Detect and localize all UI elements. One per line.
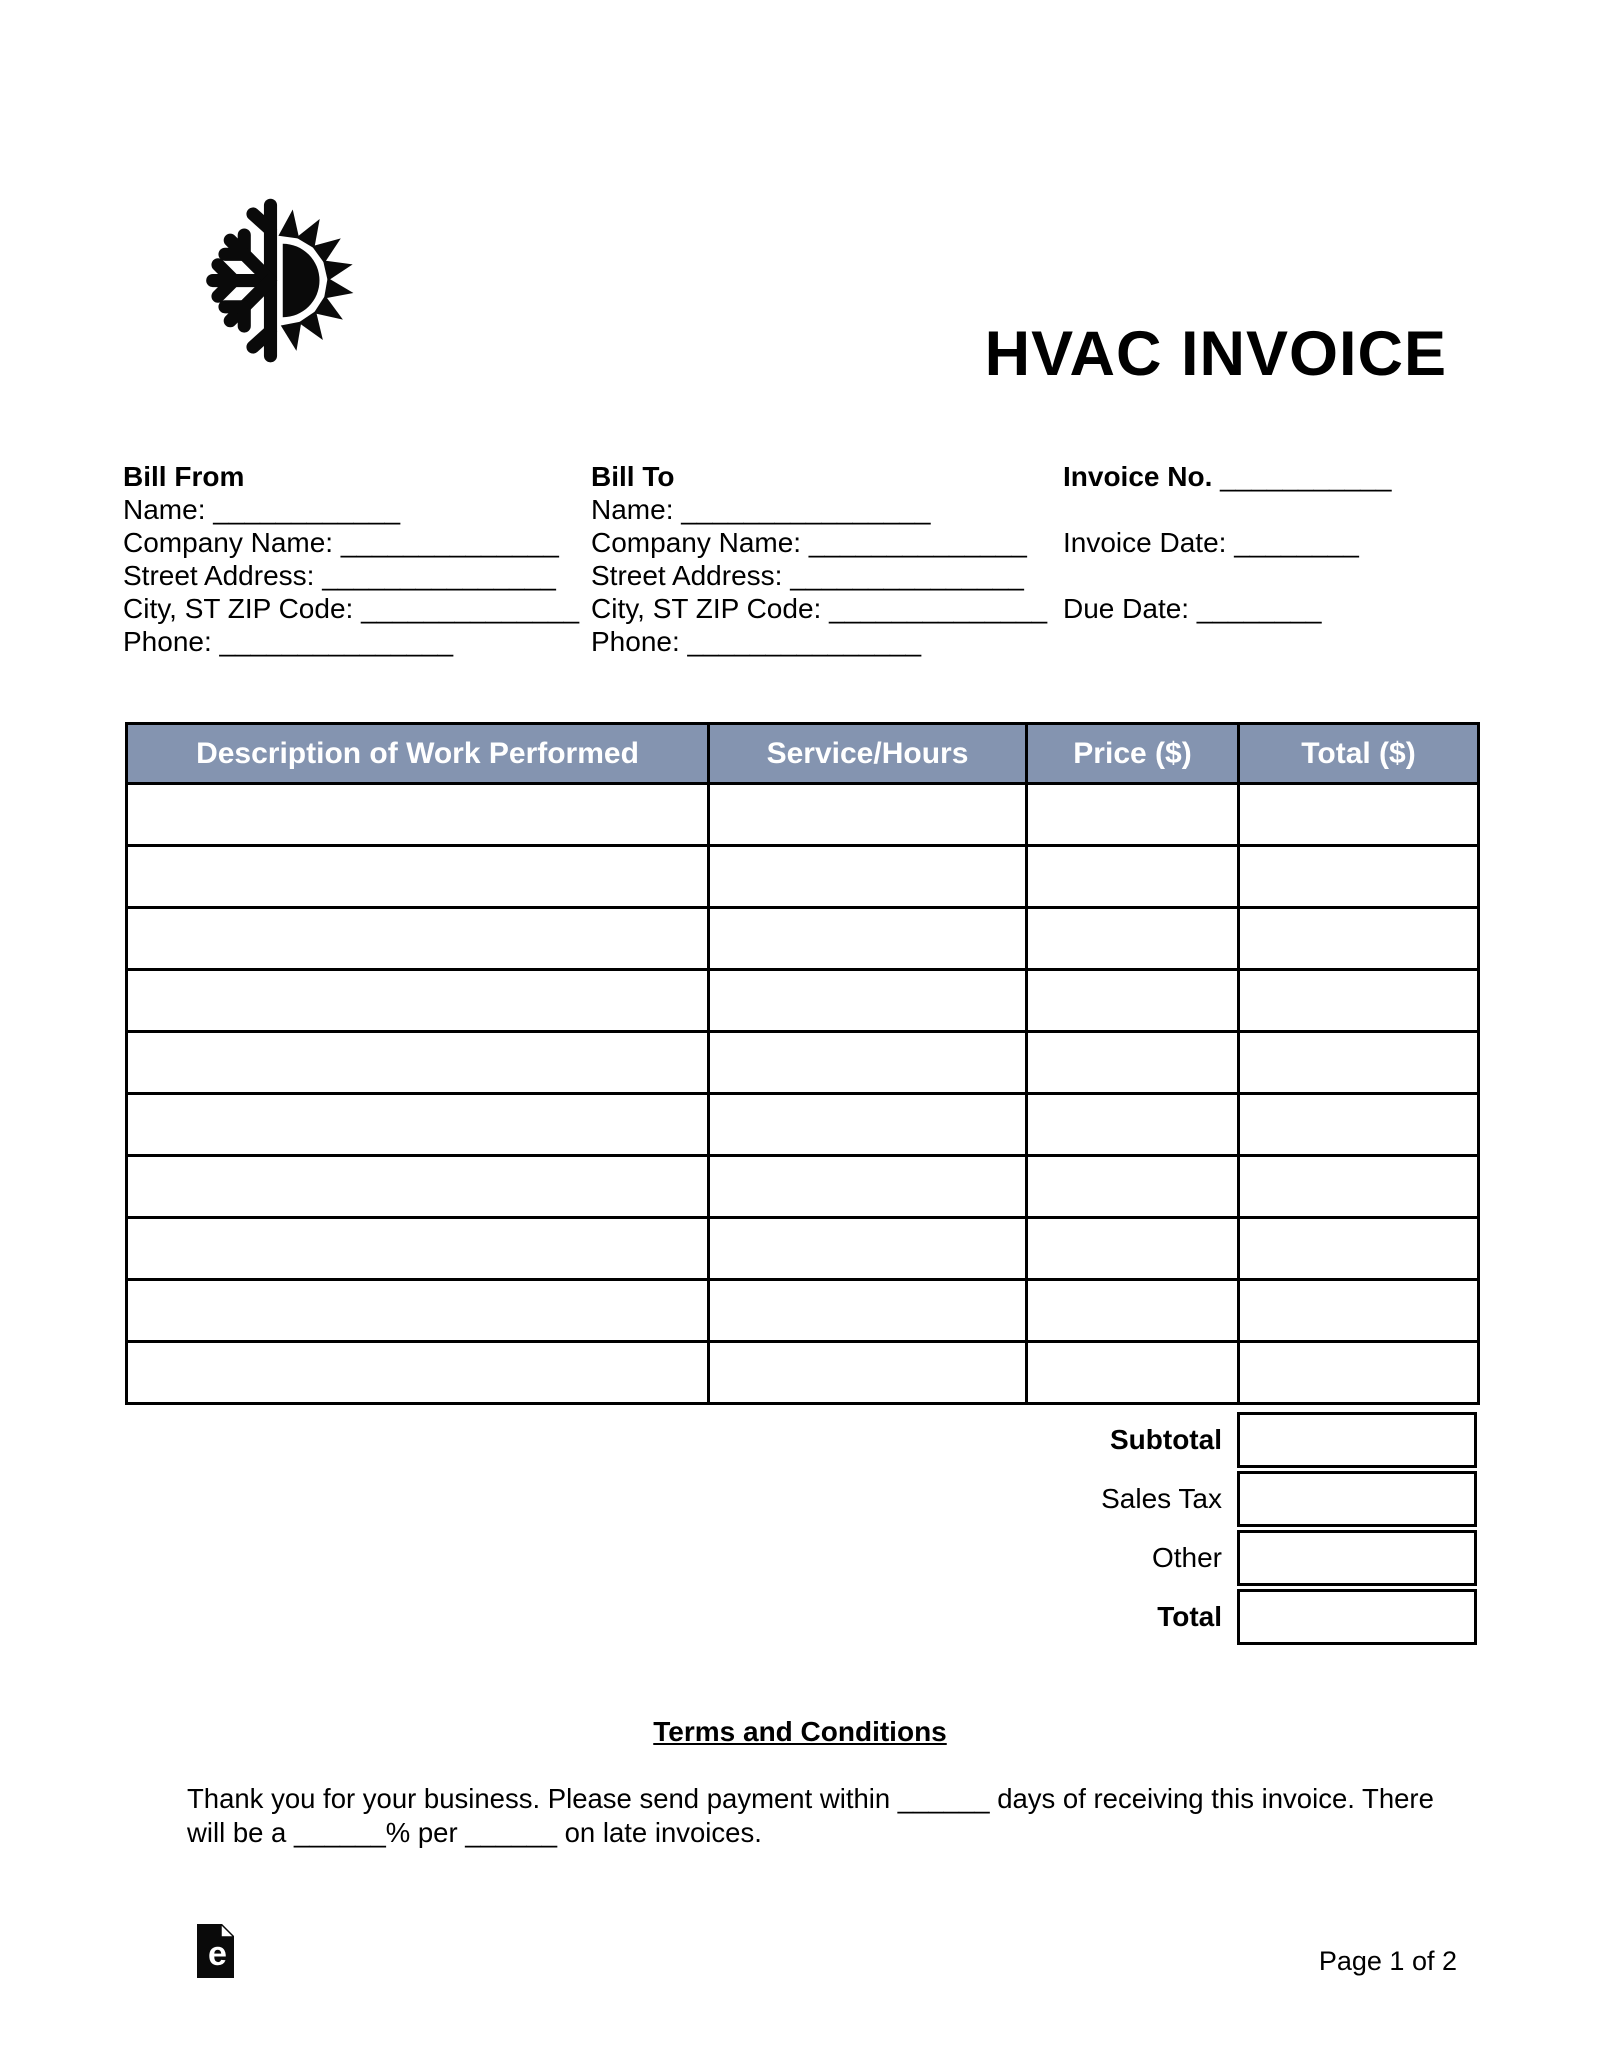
invoice-date-line: Invoice Date: ________: [1063, 527, 1359, 558]
table-cell: [709, 1156, 1027, 1218]
table-cell: [1239, 1156, 1479, 1218]
summary-value-box: [1237, 1589, 1477, 1645]
due-date-line: Due Date: ________: [1063, 593, 1322, 624]
table-cell: [1027, 784, 1239, 846]
table-cell: [709, 1032, 1027, 1094]
work-table: [125, 722, 1477, 1405]
bill-from-section: [123, 460, 579, 658]
document-title: HVAC INVOICE: [984, 319, 1447, 389]
table-cell: [1027, 1280, 1239, 1342]
summary-value-box: [1237, 1530, 1477, 1586]
table-cell: [1239, 1094, 1479, 1156]
bill-to-company-line: Company Name: ______________: [591, 527, 1027, 558]
bill-to-name-line: Name: ________________: [591, 494, 931, 525]
table-cell: [1239, 1032, 1479, 1094]
summary-row-other: [125, 1530, 1477, 1586]
table-row: [127, 1218, 1479, 1280]
summary-row-total: [125, 1589, 1477, 1645]
terms-line: will be a ______% per ______ on late invoices.: [187, 1817, 762, 1848]
column-header: Description of Work Performed: [127, 724, 709, 784]
column-header: Total ($): [1239, 724, 1479, 784]
terms-line: Thank you for your business. Please send payment within ______ days of receiving this invoice. There: [187, 1783, 1434, 1814]
summary-row-sales-tax: [125, 1471, 1477, 1527]
table-cell: [1027, 846, 1239, 908]
table-cell: [1027, 1032, 1239, 1094]
summary-row-subtotal: [125, 1412, 1477, 1468]
table-row: [127, 1280, 1479, 1342]
table-cell: [1027, 1218, 1239, 1280]
bill-from-heading: Bill From: [123, 461, 245, 492]
table-body: [127, 784, 1479, 1404]
table-cell: [1239, 784, 1479, 846]
table-cell: [709, 1094, 1027, 1156]
table-header-row: [127, 724, 1479, 784]
invoice-number-blank: ___________: [1212, 461, 1392, 492]
table-cell: [709, 908, 1027, 970]
bill-to-street-line: Street Address: _______________: [591, 560, 1024, 591]
eforms-document-icon: [197, 1924, 234, 1978]
table-cell: [127, 970, 709, 1032]
table-cell: [127, 1032, 709, 1094]
column-header: Service/Hours: [709, 724, 1027, 784]
table-cell: [127, 784, 709, 846]
table-cell: [1027, 970, 1239, 1032]
terms-heading: Terms and Conditions: [653, 1716, 947, 1747]
table-cell: [127, 1218, 709, 1280]
snowflake-sun-icon: [185, 193, 370, 368]
table-row: [127, 908, 1479, 970]
table-cell: [1239, 1342, 1479, 1404]
table-cell: [127, 1156, 709, 1218]
table-cell: [709, 1342, 1027, 1404]
summary-label: Sales Tax: [1101, 1483, 1222, 1514]
table-row: [127, 1094, 1479, 1156]
table-cell: [1027, 908, 1239, 970]
invoice-number-label: Invoice No.: [1063, 461, 1213, 492]
table-cell: [1027, 1342, 1239, 1404]
summary-value-box: [1237, 1412, 1477, 1468]
table-cell: [709, 1280, 1027, 1342]
bill-from-name-line: Name: ____________: [123, 494, 401, 525]
page-number: Page 1 of 2: [1318, 1946, 1457, 1976]
table-cell: [1239, 1218, 1479, 1280]
table-cell: [127, 908, 709, 970]
summary-label: Subtotal: [1110, 1424, 1222, 1455]
table-row: [127, 970, 1479, 1032]
bill-to-phone-line: Phone: _______________: [591, 626, 922, 657]
summary-label: Total: [1157, 1601, 1222, 1632]
table-cell: [1239, 970, 1479, 1032]
bill-to-section: [591, 460, 1047, 658]
table-cell: [1239, 846, 1479, 908]
invoice-number-line: [1063, 460, 1391, 493]
summary-value-box: [1237, 1471, 1477, 1527]
table-cell: [127, 1342, 709, 1404]
table-cell: [1027, 1156, 1239, 1218]
table-cell: [709, 846, 1027, 908]
table-cell: [127, 1094, 709, 1156]
column-header: Price ($): [1027, 724, 1239, 784]
table-cell: [709, 1218, 1027, 1280]
bill-to-city-line: City, ST ZIP Code: ______________: [591, 593, 1048, 624]
table-cell: [709, 970, 1027, 1032]
bill-from-street-line: Street Address: _______________: [123, 560, 556, 591]
table-cell: [127, 846, 709, 908]
bill-from-company-line: Company Name: ______________: [123, 527, 559, 558]
table-cell: [1239, 1280, 1479, 1342]
table-row: [127, 1156, 1479, 1218]
table-row: [127, 1032, 1479, 1094]
terms-paragraph: [187, 1782, 1434, 1850]
table-cell: [127, 1280, 709, 1342]
bill-to-heading: Bill To: [591, 461, 675, 492]
table-cell: [1027, 1094, 1239, 1156]
bill-from-phone-line: Phone: _______________: [123, 626, 454, 657]
table-row: [127, 784, 1479, 846]
bill-from-city-line: City, ST ZIP Code: ______________: [123, 593, 580, 624]
table-row: [127, 846, 1479, 908]
summary-label: Other: [1151, 1542, 1222, 1573]
table-cell: [709, 784, 1027, 846]
table-cell: [1239, 908, 1479, 970]
table-row: [127, 1342, 1479, 1404]
eforms-logo-letter: e: [208, 1935, 227, 1973]
